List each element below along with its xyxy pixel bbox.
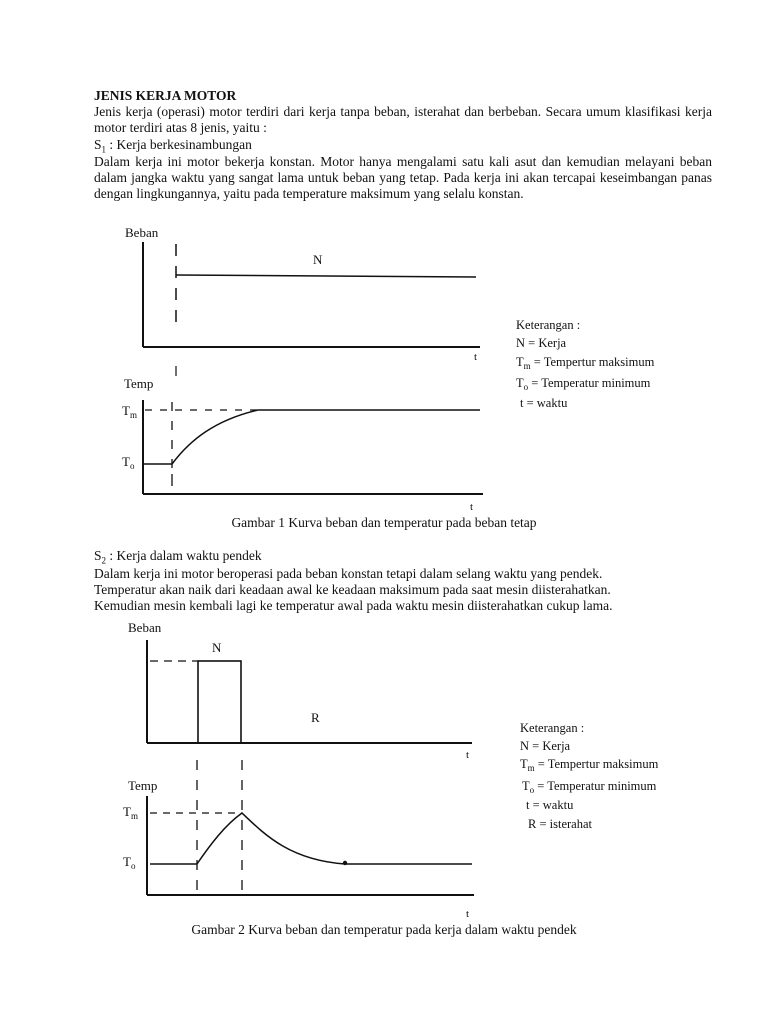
document-title: JENIS KERJA MOTOR — [94, 88, 237, 103]
fig2-beban-t-label: t — [466, 749, 470, 761]
s1-paragraph: Dalam kerja ini motor bekerja konstan. Motor hanya mengalami satu kali asut dan kemudian melayani beban dalam jangka waktu yang sangat lama untuk beban yang tetap. Pada kerja ini akan tercapai keseimbangan panas dengan lingkungannya, yaitu pada temperature maksimum yang selalu konstan. — [94, 154, 712, 201]
fig1-beban-t-label: t — [474, 351, 478, 363]
figure-2-caption: Gambar 2 Kurva beban dan temperatur pada kerja dalam waktu pendek — [191, 922, 577, 937]
intro-paragraph: Jenis kerja (operasi) motor terdiri dari kerja tanpa beban, isterahat dan berbeban. Secara umum klasifikasi kerja motor terdiri atas 8 jenis, yaitu : — [94, 104, 712, 135]
s2-line-2: Temperatur akan naik dari keadaan awal ke keadaan maksimum pada saat mesin diisterahatkan. — [94, 582, 611, 597]
fig2-temp-t-label: t — [466, 908, 470, 920]
fig2-legend-r: R = isterahat — [528, 817, 592, 831]
fig2-to-label: $T_o$ — [123, 854, 136, 871]
fig2-legend-tm: $T_m$ = Tempertur maksimum — [520, 757, 659, 773]
fig1-temp-t-label: t — [470, 501, 474, 513]
fig1-temp-label: Temp — [124, 376, 154, 391]
figure-1-caption: Gambar 1 Kurva beban dan temperatur pada beban tetap — [231, 515, 537, 530]
fig1-legend-n: N = Kerja — [516, 336, 567, 350]
fig2-tm-label: $T_m$ — [123, 804, 138, 821]
fig2-r-label: R — [311, 710, 320, 725]
fig1-legend-tm: $T_m$ = Tempertur maksimum — [516, 355, 655, 371]
fig1-legend-to: $T_o$ = Temperatur minimum — [516, 376, 651, 392]
fig2-n-label: N — [212, 640, 222, 655]
s2-line-1: Dalam kerja ini motor beroperasi pada beban konstan tetapi dalam selang waktu yang pendek. — [94, 566, 603, 581]
fig1-n-label: N — [313, 252, 323, 267]
fig2-legend-t: t = waktu — [526, 798, 574, 812]
fig2-legend-to: $T_o$ = Temperatur minimum — [522, 779, 657, 795]
s1-heading: $S_1$ : Kerja berkesinambungan — [94, 137, 252, 155]
fig1-to-label: $T_o$ — [122, 454, 135, 471]
s2-heading: $S_2$ : Kerja dalam waktu pendek — [94, 548, 262, 566]
fig2-beban-label: Beban — [128, 620, 162, 635]
fig2-legend-n: N = Kerja — [520, 739, 571, 753]
fig1-tm-label: $T_m$ — [122, 403, 137, 420]
s2-line-3: Kemudian mesin kembali lagi ke temperatur awal pada waktu mesin diisterahatkan cukup lama. — [94, 598, 613, 613]
fig1-legend-title: Keterangan : — [516, 318, 581, 332]
fig2-legend-title: Keterangan : — [520, 721, 585, 735]
fig1-beban-label: Beban — [125, 225, 159, 240]
fig1-legend-t: t = waktu — [520, 396, 568, 410]
fig2-temp-label: Temp — [128, 778, 158, 793]
